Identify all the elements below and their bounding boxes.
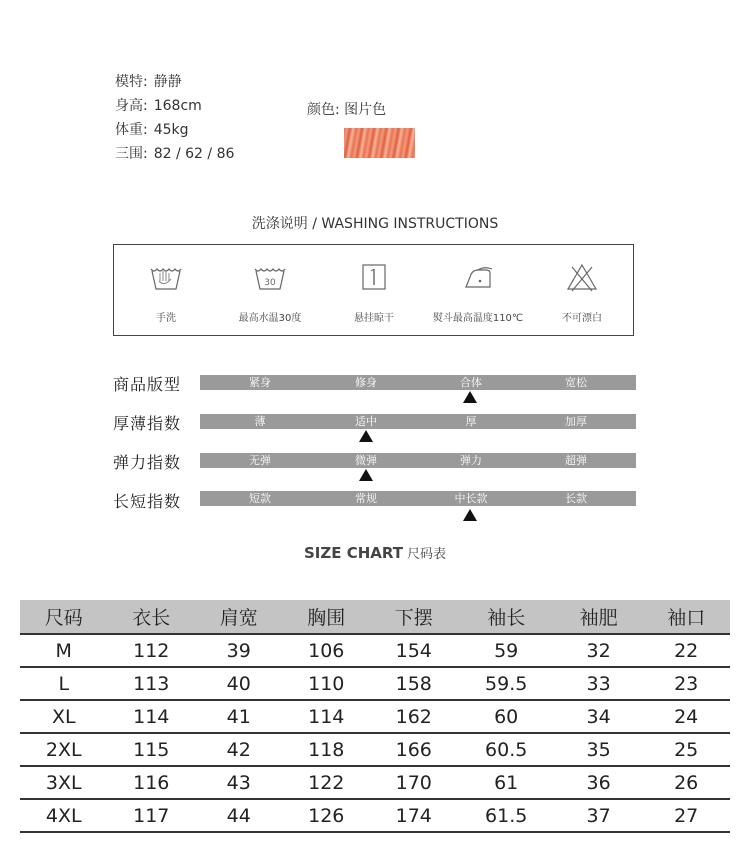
- hand-wash-icon: [148, 261, 184, 293]
- scale-marker-elasticity: [359, 469, 373, 481]
- table-cell: 34: [555, 700, 643, 733]
- table-cell: 106: [283, 634, 371, 667]
- model-height-row: [115, 95, 202, 115]
- model-measure-row: [115, 143, 234, 163]
- size-chart-title-en: SIZE CHART: [303, 544, 403, 562]
- wash-label-iron: 熨斗最高温度110℃: [432, 313, 524, 324]
- wash-label-30: 最高水温30度: [238, 313, 302, 324]
- scale-option: 短款: [249, 492, 271, 505]
- table-cell: 33: [555, 667, 643, 700]
- table-cell: 36: [555, 766, 643, 799]
- table-cell: 122: [283, 766, 371, 799]
- table-cell: 112: [108, 634, 196, 667]
- table-header: 肩宽: [195, 600, 283, 634]
- model-name-value: 静静: [153, 74, 182, 90]
- table-cell: 158: [370, 667, 458, 700]
- wash-item-hand-wash: [114, 245, 218, 337]
- scale-option: 超弹: [565, 454, 587, 467]
- scale-marker-length: [463, 509, 477, 521]
- table-cell: 2XL: [20, 733, 108, 766]
- scale-label-length: 长短指数: [113, 492, 182, 511]
- scale-option: 中长款: [454, 492, 488, 505]
- wash-item-hang-dry: [322, 245, 426, 337]
- table-cell: 114: [108, 700, 196, 733]
- table-cell: 37: [555, 799, 643, 832]
- table-cell: 39: [195, 634, 283, 667]
- table-header: 衣长: [108, 600, 196, 634]
- table-cell: 41: [195, 700, 283, 733]
- table-cell: 113: [108, 667, 196, 700]
- table-header: 胸围: [283, 600, 371, 634]
- table-header: 袖肥: [555, 600, 643, 634]
- size-table: [20, 600, 730, 833]
- table-cell: 59: [458, 634, 555, 667]
- model-weight-value: 45kg: [153, 122, 189, 138]
- scale-option: 厚: [465, 415, 477, 428]
- table-cell: 43: [195, 766, 283, 799]
- color-swatch: [344, 128, 415, 158]
- table-cell: 162: [370, 700, 458, 733]
- table-cell: 23: [642, 667, 730, 700]
- size-chart-title: [0, 543, 750, 562]
- scale-option: 修身: [355, 376, 377, 389]
- table-row: [20, 634, 730, 667]
- table-cell: 60: [458, 700, 555, 733]
- table-cell: L: [20, 667, 108, 700]
- table-row: [20, 667, 730, 700]
- wash-label-hand-wash: 手洗: [156, 313, 176, 324]
- table-cell: 174: [370, 799, 458, 832]
- scale-label-fit: 商品版型: [113, 375, 182, 394]
- scale-option: 合体: [460, 376, 482, 389]
- wash-label-no-bleach: 不可漂白: [562, 313, 602, 324]
- wash-label-hang-dry: 悬挂晾干: [354, 313, 394, 324]
- model-name-label: 模特:: [115, 74, 148, 90]
- table-cell: 32: [555, 634, 643, 667]
- table-cell: 61.5: [458, 799, 555, 832]
- scale-label-thickness: 厚薄指数: [113, 414, 182, 433]
- table-cell: 115: [108, 733, 196, 766]
- washing-title: 洗涤说明 / WASHING INSTRUCTIONS: [251, 216, 499, 232]
- table-header: 尺码: [20, 600, 108, 634]
- wash-30-icon: [252, 261, 288, 293]
- table-cell: 117: [108, 799, 196, 832]
- scale-option: 薄: [254, 415, 266, 428]
- table-header: 下摆: [370, 600, 458, 634]
- table-cell: 3XL: [20, 766, 108, 799]
- scale-bar-thickness: [200, 414, 636, 429]
- table-cell: 116: [108, 766, 196, 799]
- scale-option: 无弹: [249, 454, 271, 467]
- table-cell: 118: [283, 733, 371, 766]
- scale-marker-fit: [463, 391, 477, 403]
- scale-option: 常规: [355, 492, 377, 505]
- table-cell: 60.5: [458, 733, 555, 766]
- scale-bar-elasticity: [200, 453, 636, 468]
- table-header: 袖口: [642, 600, 730, 634]
- table-cell: 4XL: [20, 799, 108, 832]
- table-cell: 110: [283, 667, 371, 700]
- scale-marker-thickness: [359, 430, 373, 442]
- table-cell: 59.5: [458, 667, 555, 700]
- hang-dry-icon: [356, 261, 392, 293]
- table-row: [20, 733, 730, 766]
- scale-bar-fit: [200, 375, 636, 390]
- scale-option: 适中: [355, 415, 377, 428]
- wash-temp-text: 30: [264, 278, 276, 288]
- wash-item-iron: [426, 245, 530, 337]
- model-height-label: 身高:: [115, 98, 148, 114]
- table-cell: 35: [555, 733, 643, 766]
- scale-bar-length: [200, 491, 636, 506]
- table-cell: 22: [642, 634, 730, 667]
- wash-item-no-bleach: [530, 245, 634, 337]
- table-cell: 44: [195, 799, 283, 832]
- scale-option: 加厚: [565, 415, 587, 428]
- iron-icon: [460, 261, 496, 293]
- table-cell: 166: [370, 733, 458, 766]
- table-cell: 26: [642, 766, 730, 799]
- table-cell: 154: [370, 634, 458, 667]
- model-measure-label: 三围:: [115, 146, 148, 162]
- table-cell: 27: [642, 799, 730, 832]
- model-measure-value: 82 / 62 / 86: [153, 146, 235, 162]
- model-weight-label: 体重:: [115, 122, 148, 138]
- size-chart-title-zh: 尺码表: [407, 547, 447, 562]
- model-height-value: 168cm: [153, 98, 202, 114]
- wash-item-30: [218, 245, 322, 337]
- table-row: [20, 799, 730, 832]
- washing-instructions-box: [113, 244, 634, 336]
- scale-option: 长款: [565, 492, 587, 505]
- table-cell: 170: [370, 766, 458, 799]
- scale-option: 紧身: [249, 376, 271, 389]
- table-cell: 126: [283, 799, 371, 832]
- color-label: 颜色: 图片色: [307, 102, 387, 118]
- table-row: [20, 766, 730, 799]
- scale-option: 宽松: [565, 376, 587, 389]
- scale-option: 弹力: [460, 454, 482, 467]
- table-cell: 25: [642, 733, 730, 766]
- table-header-row: [20, 600, 730, 634]
- table-row: [20, 700, 730, 733]
- scale-label-elasticity: 弹力指数: [113, 453, 182, 472]
- table-cell: 42: [195, 733, 283, 766]
- table-cell: 114: [283, 700, 371, 733]
- table-header: 袖长: [458, 600, 555, 634]
- model-name-row: [115, 71, 182, 91]
- scale-option: 微弹: [355, 454, 377, 467]
- table-cell: M: [20, 634, 108, 667]
- table-cell: 61: [458, 766, 555, 799]
- table-cell: XL: [20, 700, 108, 733]
- no-bleach-icon: [564, 261, 600, 293]
- model-weight-row: [115, 119, 189, 139]
- table-cell: 40: [195, 667, 283, 700]
- table-cell: 24: [642, 700, 730, 733]
